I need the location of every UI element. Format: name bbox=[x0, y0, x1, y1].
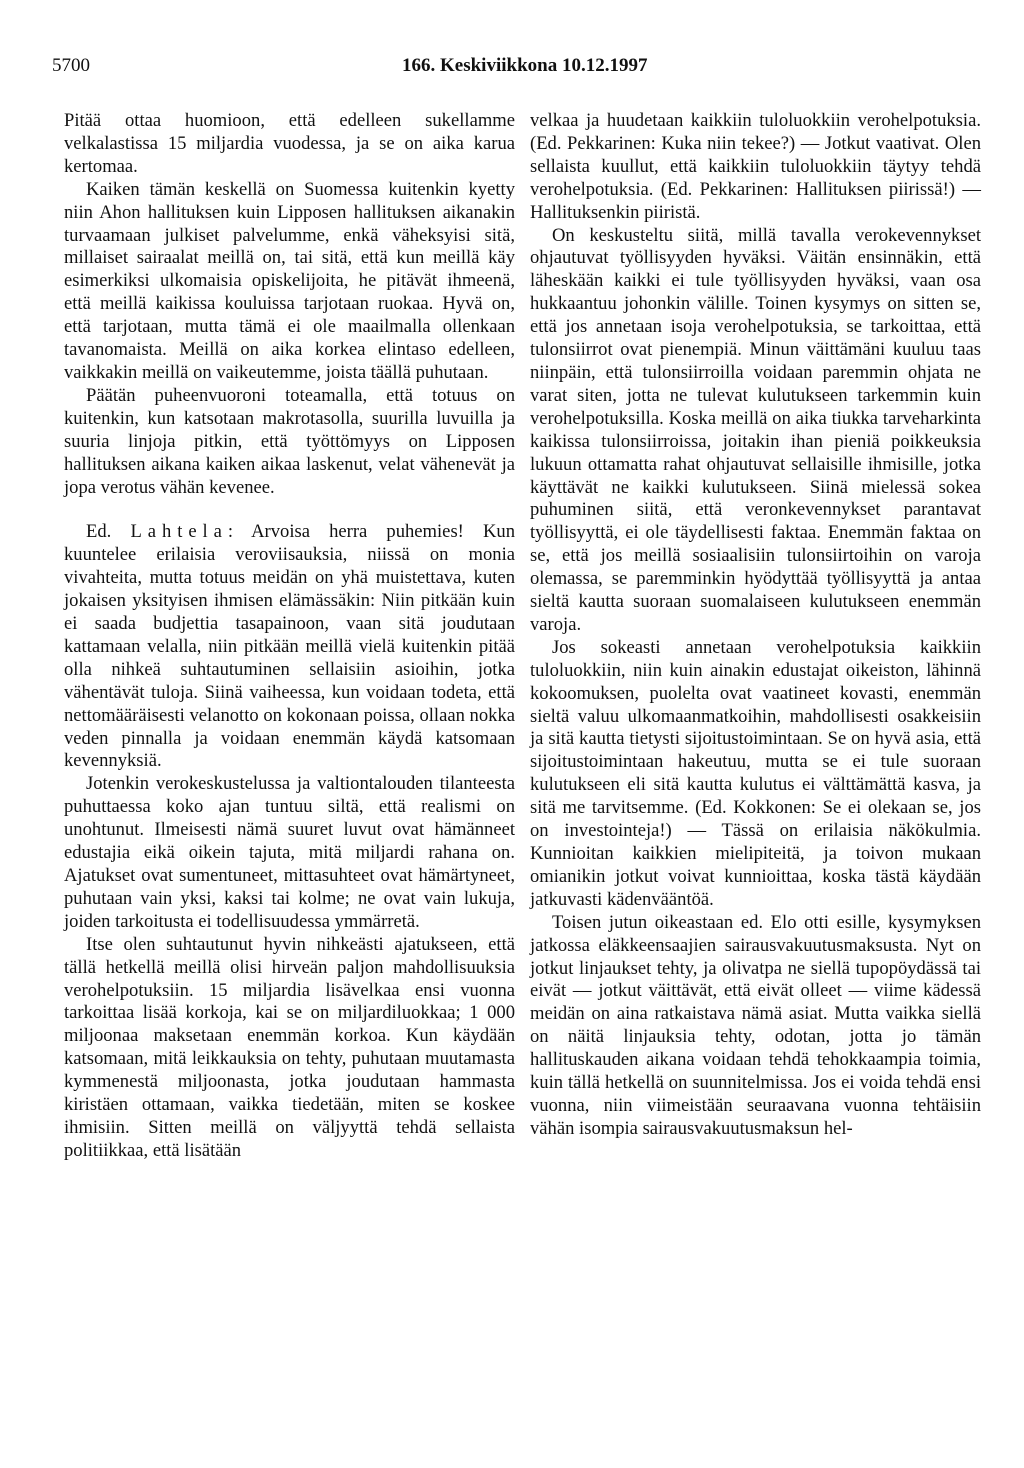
speaker-name: Lahtela bbox=[130, 521, 228, 543]
paragraph: Jotenkin verokeskustelussa ja valtiontalouden tilanteesta puhuttaessa koko ajan tuntuu siltä, että realismi on unohtunut. Ilmeisesti nämä suuret luvut ovat hämänneet edustajia eikä oikein tajuta, mitä miljardi rahana on. Ajatukset ovat sumentuneet, mittasuhteet ovat hämärtyneet, puhutaan vain yksi, kaksi tai kolme; ne ovat vain lukuja, joiden tarkoitusta ei todellisuudessa ymmärretä. bbox=[64, 773, 515, 932]
paragraph: Päätän puheenvuoroni toteamalla, että totuus on kuitenkin, kun katsotaan makrotasolla, suurilla luvuilla ja suuria linjoja pitkin, että työttömyys on Lipposen hallituksen aikana kaiken aikaa laskenut, velat vähenevät ja jopa verotus vähän kevenee. bbox=[64, 384, 515, 498]
speech-text: : Arvoisa herra puhemies! Kun kuuntelee erilaisia veroviisauksia, niissä on monia vivahteita, mutta totuus meidän on yhä muistettava, kuten jokaisen yksityisen ihmisen elämässäkin: Niin pitkään kuin ei saada budjettia tasapainoon, vaan sitä joudutaan kattamaan velalla, niin pitkään meillä vielä kuitenkin pitää olla nihkeä suhtautuminen sellaisiin asioihin, jotka vähentävät tuloja. Siinä vaiheessa, kun voidaan todeta, että nettomääräisesti velanotto on kokonaan poissa, ollaan nokka veden pinnalla ja voidaan enemmän käydä katsomaan kevennyksiä. bbox=[64, 521, 516, 772]
paragraph: velkaa ja huudetaan kaikkiin tuloluokkiin verohelpotuksia. (Ed. Pekkarinen: Kuka niin tekee?) — Jotkut vaativat. Olen sellaista kuullut, että kaikkiin tuloluokkiin täytyy tehdä verohelpotuksia. (Ed. Pekkarinen: Hallituksen piirissä!) — Hallituksenkin piiristä. bbox=[530, 110, 981, 223]
speaker-prefix: Ed. bbox=[86, 521, 131, 543]
paragraph: Itse olen suhtautunut hyvin nihkeästi ajatukseen, että tällä hetkellä meillä olisi hirveän paljon mahdollisuuksia verohelpotuksiin. 15 miljardia lisävelkaa ensi vuonna tarkoittaa lisää korkoja, kai se on miljardiluokkaa; 1 000 miljoonaa maksetaan enemmän korkoa. Kun käydään katsomaan, mitä leikkauksia on tehty, puhutaan muutamasta kymmenestä miljoonasta, jotka joudutaan hammasta kiristäen ottamaan, vaikka tiedetään, miten se koskee ihmisiin. Sitten meillä on väljyyttä tehdä sellaista politiikkaa, että lisätään bbox=[64, 933, 515, 1161]
page-number: 5700 bbox=[52, 55, 90, 76]
speech-paragraph bbox=[64, 521, 515, 773]
paragraph: On keskusteltu siitä, millä tavalla verokevennykset ohjautuvat työllisyyden hyväksi. Väitän ensinnäkin, että läheskään kaikki ei tule työllisyyden hyväksi, vaan osa hukkaantuu johonkin välille. Toinen kysymys on sitten se, että jos annetaan isoja verohelpotuksia, se tarkoittaa, että tulonsiirrot ovat pienempiä. Minun väittämäni kuuluu taas niinpäin, että tulonsiirroilla voidaan paremmin ohjata ne varat siten, jotta ne tulevat kulutukseen tarkemmin kuin verohelpotuksilla. Koska meillä on aika tiukka tarveharkinta kaikissa tulonsiirroissa, joitakin ihan pieniä poikkeuksia lukuun ottamatta rahat ohjautuvat sellaisille ihmisille, jotka käyttävät ne kaikki kulutukseen. Siinä mielessä sokea puhuminen siitä, että veronkevennykset parantavat työllisyyttä, ei ole täydellisesti faktaa. Enemmän faktaa on se, että jos meillä sosiaalisiin tulonsiirtoihin on varoja olemassa, se paremminkin hyödyttää työllisyyttä ja antaa sieltä kautta suoraan suomalaiseen kulutukseen enemmän varoja. bbox=[530, 224, 981, 635]
paragraph: Pitää ottaa huomioon, että edelleen sukellamme velkalastissa 15 miljardia vuodessa, ja se on aika karua kertomaa. bbox=[64, 110, 515, 177]
paragraph: Jos sokeasti annetaan verohelpotuksia kaikkiin tuloluokkiin, niin kuin ainakin edustajat oikeiston, lähinnä kokoomuksen, puolelta ovat vaatineet kovasti, enemmän sieltä valuu ulkomaanmatkoihin, mahdollisesti osakkeisiin ja sitä kautta tietysti sijoitustoimintaan. Se on hyvä asia, että sijoitustoimintaan hakeutuu, mutta se ei tule suoraan kulutukseen eli sitä kautta kulutus ei välttämättä kasva, ja sitä me tarvitsemme. (Ed. Kokkonen: Se ei olekaan se, jos on investointeja!) — Tässä on erilaisia näkökulmia. Kunnioitan kaikkien mielipiteitä, ja toivon mukaan omianikin jotkut voivat kunnioittaa, koska tästä käydään jatkuvasti kädenvääntöä. bbox=[530, 636, 981, 910]
paragraph: Toisen jutun oikeastaan ed. Elo otti esille, kysymyksen jatkossa eläkkeensaajien sairausvakuutusmaksusta. Nyt on jotkut linjaukset tehty, ja olivatpa ne siellä tupopöydässä tai eivät — jotkut väittävät, että eivät olleet — viime kädessä meidän on aina ratkaistava nämä asiat. Mutta vaikka siellä on näitä linjauksia tehty, odotan, jotta jo tämän hallituskauden aikana voidaan tehdä tehokkaampia toimia, kuin tällä hetkellä on suunnitelmissa. Jos ei voida tehdä ensi vuonna, niin viimeistään seuraavana vuonna tehtäisiin vähän isompia sairausvakuutusmaksun hel- bbox=[530, 911, 981, 1139]
right-column bbox=[530, 110, 981, 1141]
paragraph: Kaiken tämän keskellä on Suomessa kuitenkin kyetty niin Ahon hallituksen kuin Lipposen hallituksen aikanakin turvaamaan julkiset palvelumme, enkä väheksyisi sitä, millaiset sairaalat meillä on, tai sitä, että kun meillä käy esimerkiksi ulkomaisia opiskelijoita, he pitävät ihmeenä, että meillä kaikissa kouluissa tarjotaan ruokaa. Hyvä on, että tarjotaan, mutta tämä ei ole maailmalla ollenkaan tavanomaista. Meillä on aika korkea elintaso edelleen, vaikkakin meillä on vaikeutemme, joista täällä puhutaan. bbox=[64, 178, 515, 383]
running-head: 166. Keskiviikkona 10.12.1997 bbox=[402, 55, 648, 76]
left-column bbox=[64, 110, 515, 1163]
